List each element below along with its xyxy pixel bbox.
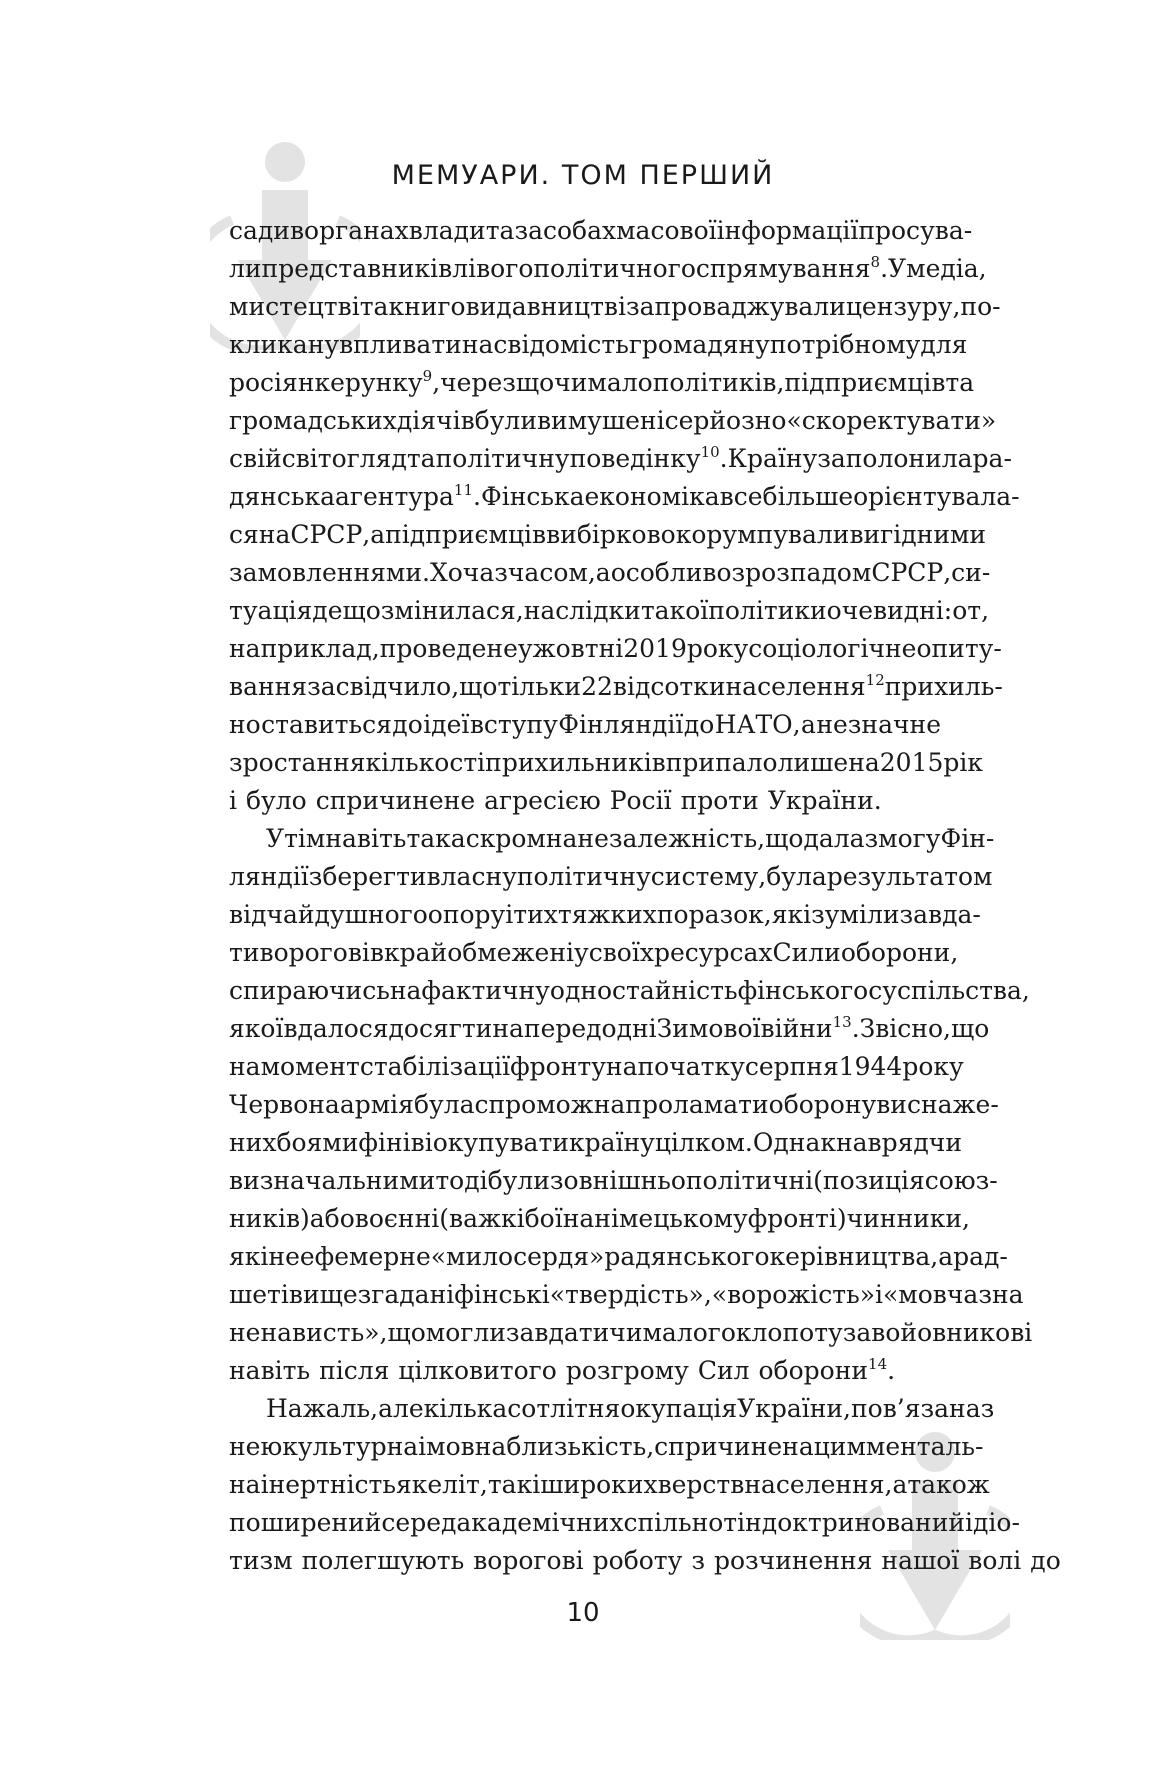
text-line: якої вдалося досягти напередодні Зимової війни$^{13}$. Звісно, що xyxy=(229,1013,990,1043)
text-line: спираючись на фактичну одностайність фінського суспільства, xyxy=(229,976,1030,1005)
text-line: ляндії зберегти власну політичну систему, була результатом xyxy=(229,862,993,891)
text-line: мистецтві та книговидавництві запроваджували цензуру, по- xyxy=(229,292,1001,321)
paragraph xyxy=(229,212,1020,820)
text-line: громадських діячів були вимушені серйозно «скоректувати» xyxy=(229,406,997,435)
text-line: зростання кількості прихильників припало лише на 2015 рік xyxy=(229,748,984,777)
text-line: ли представників лівого політичного спрямування$^8$. У медіа, xyxy=(229,253,987,283)
footnote-ref: 9 xyxy=(422,367,433,385)
body-text xyxy=(229,212,1061,1580)
text-line: ся на СРСР, а підприємців вибірково корумпували вигідними xyxy=(229,520,987,549)
footnote-ref: 13 xyxy=(832,1013,852,1031)
text-line: визначальними тоді були зовнішньополітичні (позиція союз- xyxy=(229,1166,998,1195)
text-line: Червона армія була спроможна проламати оборону виснаже- xyxy=(229,1090,999,1119)
text-line: тизм полегшують ворогові роботу з розчинення нашої волі до xyxy=(229,1546,1061,1575)
text-line: но ставиться до ідеї вступу Фінляндії до НАТО, а незначне xyxy=(229,710,941,739)
text-line: як і не ефемерне «милосердя» радянського керівництва, а рад- xyxy=(229,1242,1008,1271)
text-line: на момент стабілізації фронту на початку серпня 1944 року xyxy=(229,1052,964,1081)
running-head: МЕМУАРИ. ТОМ ПЕРШИЙ xyxy=(391,160,775,191)
text-line: ників) або воєнні (важкі бої на німецькому фронті) чинники, xyxy=(229,1204,971,1233)
text-line: туація дещо змінилася, наслідки такої політики очевидні: от, xyxy=(229,596,990,625)
footnote-ref: 10 xyxy=(700,443,720,461)
text-line: Утім навіть така скромна незалежність, що дала змогу Фін- xyxy=(266,824,995,853)
footnote-ref: 11 xyxy=(453,481,473,499)
footnote-ref: 8 xyxy=(870,253,881,271)
paragraph xyxy=(229,1390,1061,1580)
text-line: поширений серед академічних спільнот індоктринований ідіо- xyxy=(229,1508,1020,1537)
text-line: кликану впливати на свідомість громадян у потрібному для xyxy=(229,330,968,359)
text-line: росіян керунку$^9$, через що чимало політиків, підприємців та xyxy=(229,367,975,397)
paragraph xyxy=(229,820,1033,1390)
text-line: сади в органах влади та засобах масової інформації просува- xyxy=(229,216,973,245)
footnote-ref: 12 xyxy=(865,671,885,689)
page-number: 10 xyxy=(566,1598,600,1628)
text-line: ти ворогові вкрай обмежені у своїх ресурсах Сили оборони, xyxy=(229,938,959,967)
text-line: навіть після цілковитого розгрому Сил оборони$^{14}$. xyxy=(229,1355,896,1385)
text-line: на інертність як еліт, так і широких верств населення, а також xyxy=(229,1470,990,1499)
text-line: дянська агентура$^{11}$. Фінська економіка все більше орієнтувала- xyxy=(229,481,1020,511)
text-line: свій світогляд та політичну поведінку$^{10}$. Країну заполонила ра- xyxy=(229,443,1012,473)
text-line: наприклад, проведене у жовтні 2019 року соціологічне опиту- xyxy=(229,634,1002,663)
text-line: На жаль, але кількасотлітня окупація України, пов’язана з xyxy=(266,1394,995,1423)
text-line: вання засвідчило, що тільки 22 відсотки населення$^{12}$ прихиль- xyxy=(229,671,1003,701)
footnote-ref: 14 xyxy=(868,1355,888,1373)
text-line: замовленнями. Хоча з часом, а особливо з розпадом СРСР, си- xyxy=(229,558,991,587)
text-line: них боями фінів і окупувати країну цілком. Однак навряд чи xyxy=(229,1128,962,1157)
text-line: відчайдушного опору і тих тяжких поразок, які зуміли завда- xyxy=(229,900,981,929)
text-line: нею культурна і мовна близькість, спричинена цим менталь- xyxy=(229,1432,984,1461)
text-line: і було спричинене агресією Росії проти України. xyxy=(229,786,882,815)
text-line: ненависть», що могли завдати чималого клопоту завойовникові xyxy=(229,1318,1033,1347)
text-line: ше ті вищезгадані фінські «твердість», «ворожість» і «мовчазна xyxy=(229,1280,1024,1309)
